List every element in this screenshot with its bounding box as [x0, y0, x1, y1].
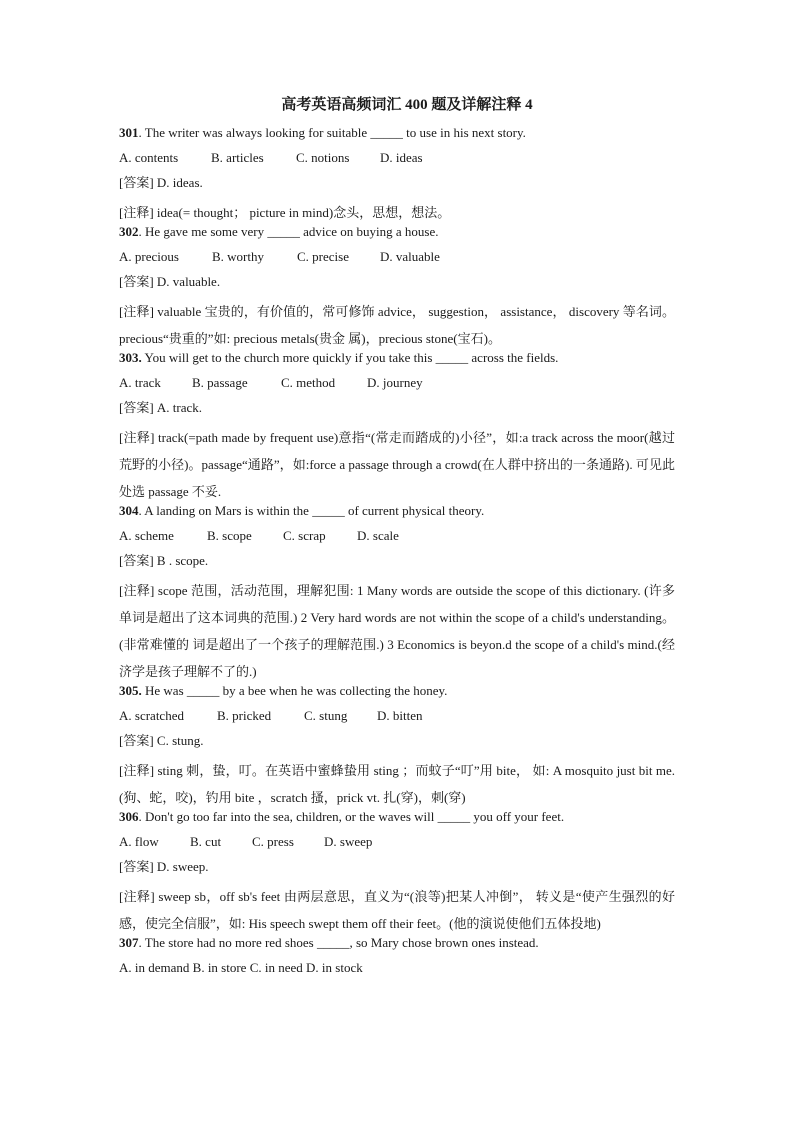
option-c: C. method	[281, 375, 336, 390]
question-number: 302	[119, 224, 139, 239]
option-c: C. precise	[297, 249, 349, 264]
option-c: C. scrap	[283, 528, 326, 543]
option-a: A. scratched	[119, 708, 184, 723]
option-a: A. track	[119, 375, 161, 390]
question-text: . Don't go too far into the sea, children, or the waves will _____ you off your feet.	[138, 809, 565, 824]
options-row: A. in demand B. in store C. in need D. in stock	[119, 960, 363, 975]
option-a: A. scheme	[119, 528, 174, 543]
option-c: C. stung	[304, 708, 348, 723]
option-b: B. worthy	[212, 249, 264, 264]
note-paragraph: [注释] track(=path made by frequent use)意指“(常走而踏成的)小径”，如:a track across the moor(越过荒野的小径)。passage“通路”，如:force a passage through a crowd(在人群中挤出的一条通路). 可见此处选 passage 不妥.	[119, 430, 675, 499]
question-303	[119, 349, 675, 505]
question-307	[119, 934, 675, 976]
option-d: D. ideas	[380, 150, 423, 165]
option-a: A. flow	[119, 834, 159, 849]
option-b: B. scope	[207, 528, 252, 543]
question-text: . He gave me some very _____ advice on buying a house.	[138, 224, 439, 239]
note-paragraph: [注释] sweep sb，off sb's feet 由两层意思，直义为“(浪等)把某人冲倒”， 转义是“使产生强烈的好感，使完全信服”，如: His speech swept them off their feet。(他的演说使他们五体投地)	[119, 889, 675, 931]
note-paragraph: [注释] idea(= thought； picture in mind)念头，思想，想法。	[119, 205, 451, 220]
option-d: D. scale	[357, 528, 399, 543]
options-row	[119, 707, 675, 724]
question-301	[119, 124, 675, 226]
option-b: B. pricked	[217, 708, 272, 723]
question-stem	[119, 808, 675, 825]
question-text: . The writer was always looking for suitable _____ to use in his next story.	[138, 125, 526, 140]
question-text: . The store had no more red shoes _____, so Mary chose brown ones instead.	[138, 935, 539, 950]
options-row	[119, 833, 675, 850]
question-305	[119, 682, 675, 811]
question-306	[119, 808, 675, 937]
answer-line: [答案] A. track.	[119, 400, 203, 415]
note-paragraph: [注释] sting 刺，蛰，叮。在英语中蜜蜂蛰用 sting ；而蚊子“叮”用 bite， 如: A mosquito just bit me.(狗、蛇，咬)，钓用 bite ，scratch 搔，prick vt. 扎(穿)，刺(穿)	[119, 763, 675, 805]
question-number: 307	[119, 935, 139, 950]
document-title: 高考英语高频词汇 400 题及详解注释 4	[281, 97, 533, 113]
option-a: A. contents	[119, 150, 179, 165]
document-content	[119, 96, 675, 984]
option-d: D. valuable	[380, 249, 440, 264]
note-paragraph: [注释] valuable 宝贵的，有价值的，常可修饰 advice， suggestion， assistance， discovery 等名词。 precious“贵重的”如: precious metals(贵金 属)，precious stone(宝石)。	[119, 304, 675, 346]
answer-line: [答案] D. ideas.	[119, 175, 203, 190]
question-stem	[119, 502, 675, 519]
answer-line: [答案] D. sweep.	[119, 859, 209, 874]
question-text: He was _____ by a bee when he was collecting the honey.	[141, 683, 448, 698]
question-stem	[119, 349, 675, 366]
question-302	[119, 223, 675, 352]
options-row	[119, 527, 675, 544]
answer-line: [答案] C. stung.	[119, 733, 204, 748]
question-stem	[119, 223, 675, 240]
option-b: B. cut	[190, 834, 222, 849]
question-304	[119, 502, 675, 685]
question-text: You will get to the church more quickly if you take this _____ across the fields.	[141, 350, 559, 365]
answer-line: [答案] B . scope.	[119, 553, 209, 568]
question-stem	[119, 124, 675, 141]
option-d: D. journey	[367, 375, 423, 390]
question-number: 306	[119, 809, 139, 824]
answer-line: [答案] D. valuable.	[119, 274, 221, 289]
question-stem	[119, 682, 675, 699]
question-number: 305.	[119, 683, 142, 698]
options-row	[119, 248, 675, 265]
note-paragraph: [注释] scope 范围，活动范围，理解犯围: 1 Many words are outside the scope of this dictionary. (许多单词是超出了这本词典的范围.) 2 Very hard words are not within the scope of a child's understanding。(非常难懂的 词是超出了一个孩子的理解范围.) 3 Economics is beyon.d the scope of a child's mind.(经济学是孩子理解不了的.)	[119, 583, 675, 679]
question-number: 304	[119, 503, 139, 518]
question-text: . A landing on Mars is within the _____ of current physical theory.	[138, 503, 485, 518]
option-b: B. articles	[211, 150, 264, 165]
options-row	[119, 149, 675, 166]
option-c: C. press	[252, 834, 294, 849]
option-a: A. precious	[119, 249, 179, 264]
option-c: C. notions	[296, 150, 350, 165]
option-d: D. sweep	[324, 834, 373, 849]
option-b: B. passage	[192, 375, 248, 390]
options-row	[119, 374, 675, 391]
question-number: 303.	[119, 350, 142, 365]
question-number: 301	[119, 125, 139, 140]
option-d: D. bitten	[377, 708, 423, 723]
